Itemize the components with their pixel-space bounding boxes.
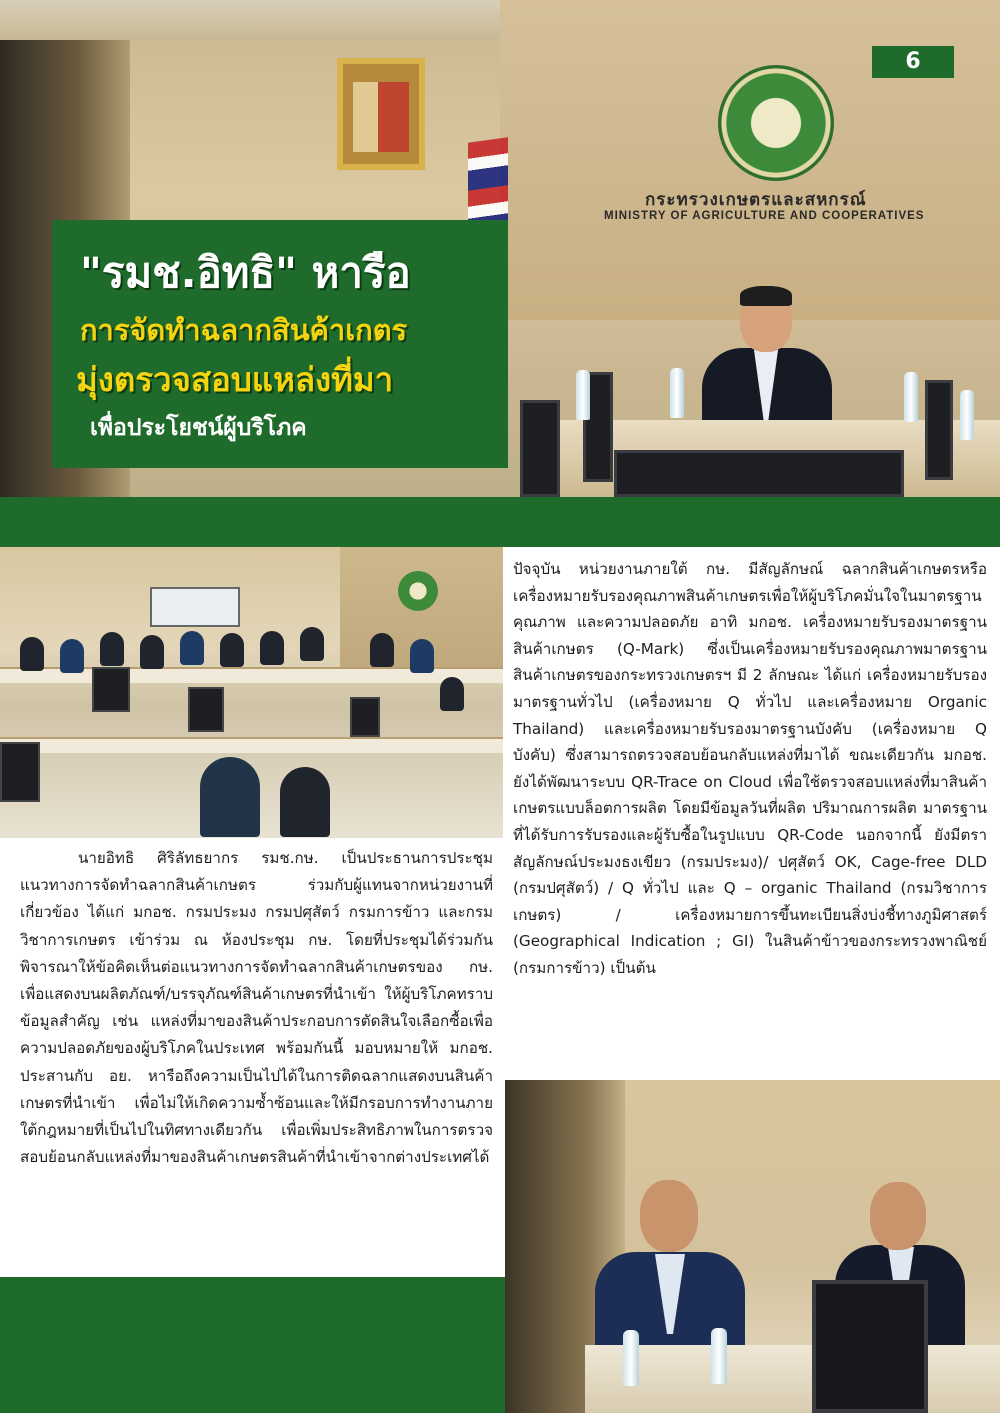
headline-line-1: "รมช.อิทธิ" หารือ xyxy=(80,248,411,297)
monitor xyxy=(614,450,904,497)
attendee xyxy=(60,639,84,673)
page-number: 6 xyxy=(872,46,954,78)
headline-line-2: การจัดทำฉลากสินค้าเกตร xyxy=(80,313,408,347)
official-right-head xyxy=(870,1182,926,1250)
meeting-table xyxy=(585,1345,1000,1413)
ministry-seal-icon xyxy=(718,65,834,181)
monitor xyxy=(812,1280,928,1413)
monitor xyxy=(0,742,40,802)
headline-line-4: เพื่อประโยชน์ผู้บริโภค xyxy=(90,415,307,441)
attendee xyxy=(140,635,164,669)
green-band-bottom xyxy=(0,1277,505,1413)
royal-portrait xyxy=(337,58,425,170)
water-bottle xyxy=(670,368,684,418)
attendee xyxy=(440,677,464,711)
headline-line-3: มุ่งตรวจสอบแหล่งที่มา xyxy=(76,360,394,399)
monitor xyxy=(92,667,130,712)
attendee xyxy=(300,627,324,661)
attendee xyxy=(20,637,44,671)
attendee xyxy=(220,633,244,667)
attendee xyxy=(200,757,260,837)
monitor xyxy=(520,400,560,497)
attendee xyxy=(410,639,434,673)
monitor xyxy=(188,687,224,732)
article-paragraph-right: ปัจจุบัน หน่วยงานภายใต้ กษ. มีสัญลักษณ์ ฉลากสินค้าเกษตรหรือเครื่องหมายรับรองคุณภาพสินค้าเกษตรเพื่อให้ผู้บริโภคมั่นใจในมาตรฐาน คุณภาพ และความปลอดภัย อาทิ มกอช. เครื่องหมายรับรองมาตรฐานสินค้าเกษตร (Q-Mark) ซึ่งเป็นเครื่องหมายรับรองคุณภาพมาตรฐานสินค้าเกษตรของกระทรวงเกษตรฯ มี 2 ลักษณะ ได้แก่ เครื่องหมายรับรองมาตรฐานทั่วไป (เครื่องหมาย Q ทั่วไป และเครื่องหมาย Organic Thailand) และเครื่องหมายรับรองมาตรฐานบังคับ (เครื่องหมาย Q บังคับ) ซึ่งสามารถตรวจสอบย้อนกลับแหล่งที่มาได้ ขณะเดียวกัน มกอช. ยังได้พัฒนาระบบ QR-Trace on Cloud เพื่อใช้ตรวจสอบแหล่งที่มาสินค้าเกษตรแบบล็อตการผลิต โดยมีข้อมูลวันที่ผลิต ปริมาณการผลิต มาตรฐานที่ได้รับการรับรองและผู้รับซื้อในรูปแบบ QR-Code นอกจากนี้ ยังมีตราสัญลักษณ์ประมงธงเขียว (กรมประมง)/ ปศุสัตว์ OK, Cage-free DLD (กรมปศุสัตว์) / Q ทั่วไป และ Q – organic Thailand (กรมวิชาการเกษตร) / เครื่องหมายการขึ้นทะเบียนสิ่งบ่งชี้ทางภูมิศาสตร์ (Geographical Indication ; GI) ในสินค้าข้าวของกระทรวงพาณิชย์ (กรมการข้าว) เป็นต้น xyxy=(513,560,987,977)
ministry-seal-icon xyxy=(398,571,438,611)
green-band-top xyxy=(0,497,1000,547)
monitor xyxy=(350,697,380,737)
attendee xyxy=(260,631,284,665)
official-left-head xyxy=(640,1180,698,1252)
meeting-room-photo xyxy=(0,547,503,838)
monitor xyxy=(925,380,953,480)
water-bottle xyxy=(576,370,590,420)
water-bottle xyxy=(623,1330,639,1386)
water-bottle xyxy=(960,390,974,440)
minister-figure xyxy=(702,290,832,440)
presentation-screen xyxy=(150,587,240,627)
article-paragraph-left: นายอิทธิ ศิริลัทธยากร รมช.กษ. เป็นประธานการประชุมแนวทางการจัดทำฉลากสินค้าเกษตร ร่วมกับผู้แทนจากหน่วยงานที่เกี่ยวข้อง ได้แก่ มกอช. กรมประมง กรมปศุสัตว์ กรมการข้าว และกรมวิชาการเกษตร เข้าร่วม ณ ห้องประชุม กษ. โดยที่ประชุมได้ร่วมกันพิจารณาให้ข้อคิดเห็นต่อแนวทางการจัดทำฉลากสินค้าเกษตรของ กษ. เพื่อแสดงบนผลิตภัณฑ์/บรรจุภัณฑ์สินค้าเกษตรที่นำเข้า ให้ผู้บริโภคทราบข้อมูลสำคัญ เช่น แหล่งที่มาของสินค้าประกอบการตัดสินใจเลือกซื้อเพื่อความปลอดภัยของผู้บริโภคในประเทศ พร้อมกันนี้ มอบหมายให้ มกอช. ประสานกับ อย. หารือถึงความเป็นไปได้ในการติดฉลากแสดงบนสินค้าเกษตรที่นำเข้า เพื่อไม่ให้เกิดความซ้ำซ้อนและให้มีกรอบการทำงานภายใต้กฎหมายที่เป็นไปในทิศทางเดียวกัน เพื่อเพิ่มประสิทธิภาพในการตรวจสอบย้อนกลับแหล่งที่มาของสินค้าเกษตรสินค้าที่นำเข้าจากต่างประเทศได้ xyxy=(20,849,493,1167)
officials-photo xyxy=(505,1080,1000,1413)
ministry-name-en: MINISTRY OF AGRICULTURE AND COOPERATIVES xyxy=(604,210,925,222)
ministry-name-th: กระทรวงเกษตรและสหกรณ์ xyxy=(645,190,867,210)
attendee xyxy=(100,632,124,666)
table-row-graphic xyxy=(0,737,503,753)
water-bottle xyxy=(904,372,918,422)
attendee xyxy=(280,767,330,837)
attendee xyxy=(370,633,394,667)
attendee xyxy=(180,631,204,665)
water-bottle xyxy=(711,1328,727,1384)
